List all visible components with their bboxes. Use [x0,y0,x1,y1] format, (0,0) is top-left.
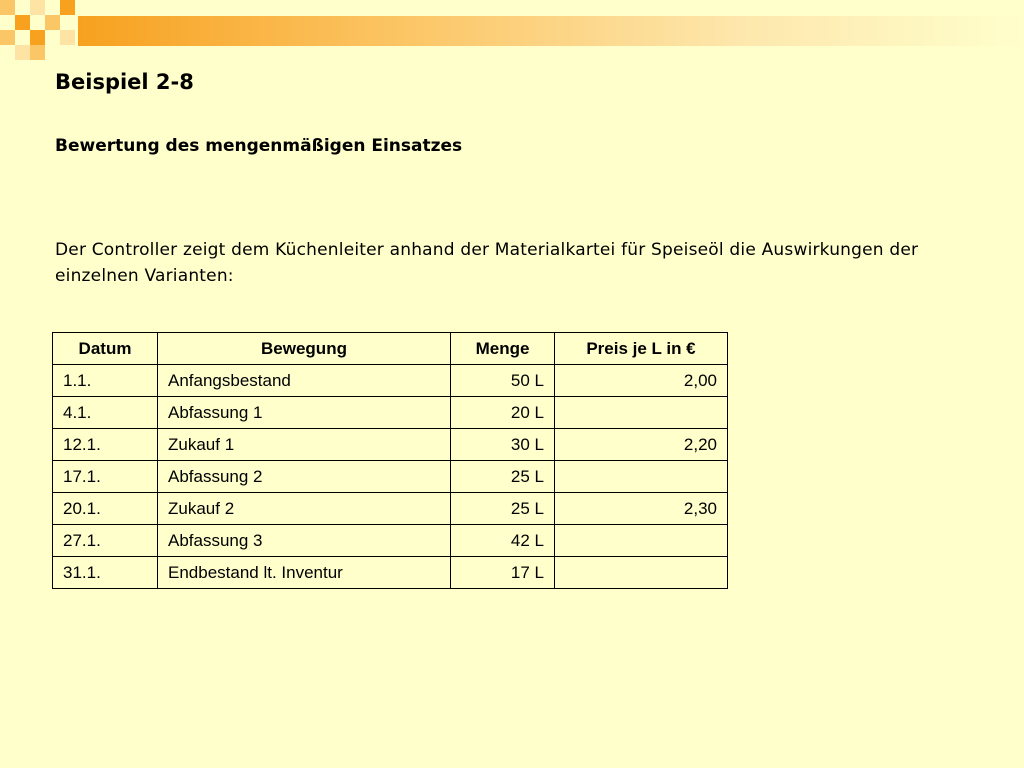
banner-square [30,0,45,15]
cell-bewegung: Zukauf 1 [158,429,451,461]
cell-menge: 20 L [451,397,555,429]
cell-menge: 17 L [451,557,555,589]
cell-preis: 2,00 [555,365,728,397]
table-row [53,493,728,525]
materialkartei-table [52,332,728,589]
table-row [53,397,728,429]
cell-datum: 27.1. [53,525,158,557]
table-header-row [53,333,728,365]
cell-datum: 31.1. [53,557,158,589]
banner-square [0,0,15,15]
cell-bewegung: Abfassung 2 [158,461,451,493]
banner-square [60,0,75,15]
cell-bewegung: Zukauf 2 [158,493,451,525]
cell-datum: 4.1. [53,397,158,429]
banner-square [45,15,60,30]
header-menge: Menge [451,333,555,365]
banner-square [0,30,15,45]
cell-menge: 30 L [451,429,555,461]
decorative-banner [0,0,1024,62]
banner-square [30,45,45,60]
cell-preis: 2,20 [555,429,728,461]
header-bewegung: Bewegung [158,333,451,365]
cell-preis [555,525,728,557]
cell-preis [555,557,728,589]
cell-datum: 20.1. [53,493,158,525]
cell-preis [555,397,728,429]
banner-square [30,30,45,45]
slide-subtitle: Bewertung des mengenmäßigen Einsatzes [55,136,463,156]
cell-menge: 42 L [451,525,555,557]
header-preis: Preis je L in € [555,333,728,365]
slide-title: Beispiel 2-8 [55,70,194,94]
table-row [53,557,728,589]
cell-bewegung: Anfangsbestand [158,365,451,397]
table-row [53,365,728,397]
cell-datum: 1.1. [53,365,158,397]
table-row [53,525,728,557]
table-row [53,429,728,461]
cell-menge: 25 L [451,493,555,525]
banner-stripe [78,16,1024,46]
cell-datum: 17.1. [53,461,158,493]
cell-menge: 50 L [451,365,555,397]
intro-text: Der Controller zeigt dem Küchenleiter anhand der Materialkartei für Speiseöl die Auswirkungen der einzelnen Varianten: [55,240,919,286]
header-datum: Datum [53,333,158,365]
cell-datum: 12.1. [53,429,158,461]
cell-preis [555,461,728,493]
cell-bewegung: Abfassung 3 [158,525,451,557]
cell-bewegung: Abfassung 1 [158,397,451,429]
banner-square [15,45,30,60]
cell-menge: 25 L [451,461,555,493]
table-row [53,461,728,493]
banner-square [15,15,30,30]
banner-square [60,30,75,45]
cell-bewegung: Endbestand lt. Inventur [158,557,451,589]
cell-preis: 2,30 [555,493,728,525]
